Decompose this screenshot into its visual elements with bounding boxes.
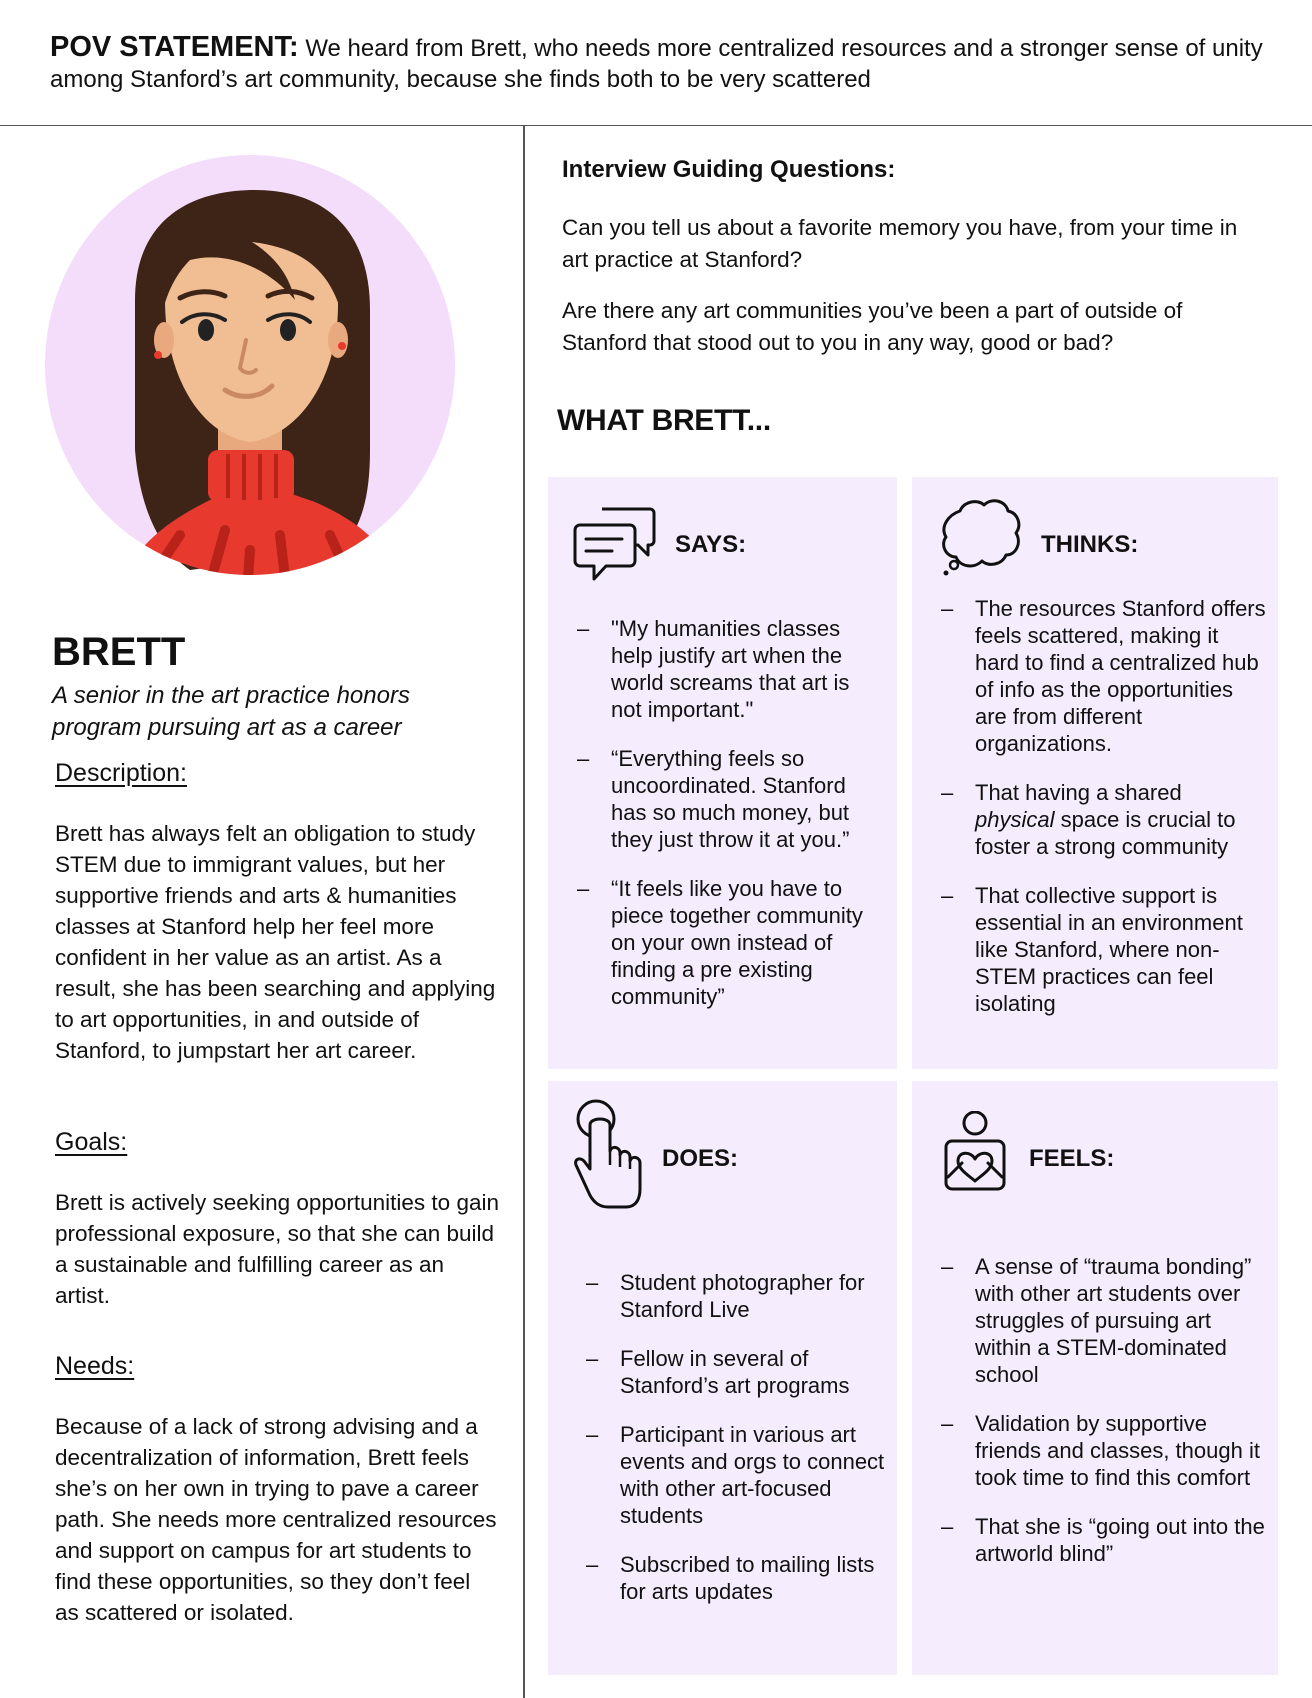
says-title: SAYS: <box>675 531 747 558</box>
feels-list <box>975 1253 1267 1589</box>
interview-question: Can you tell us about a favorite memory you have, from your time in art practice at Stanford? <box>562 215 1238 272</box>
list-item: – Student photographer for Stanford Live <box>620 1269 885 1323</box>
column-divider <box>523 126 525 1698</box>
feels-quadrant <box>912 1081 1278 1675</box>
thinks-list <box>975 595 1267 1039</box>
list-item: – That collective support is essential in an environment like Stanford, where non-STEM practices can feel isolating <box>975 882 1267 1017</box>
does-quadrant <box>548 1081 897 1675</box>
does-list <box>620 1269 885 1627</box>
needs-heading: Needs: <box>55 1352 135 1380</box>
pointing-hand-icon <box>574 1099 644 1219</box>
list-item: – Validation by supportive friends and classes, though it took time to find this comfort <box>975 1410 1267 1491</box>
description-heading: Description: <box>55 759 187 787</box>
thought-bubble-icon <box>940 497 1022 577</box>
persona-avatar <box>40 150 470 610</box>
list-item: – The resources Stanford offers feels scattered, making it hard to find a centralized hub of info as the opportunities are from different organizations. <box>975 595 1267 757</box>
description-body: Brett has always felt an obligation to study STEM due to immigrant values, but her supportive friends and arts & humanities classes at Stanford help her feel more confident in her value as an artist. As a result, she has been searching and applying to art opportunities, in and outside of Stanford, to jumpstart her art career. <box>55 821 496 1063</box>
list-item: – “Everything feels so uncoordinated. Stanford has so much money, but they just throw it at you.” <box>611 745 881 853</box>
list-item: – That having a shared physical space is crucial to foster a strong community <box>975 779 1267 860</box>
list-item: – A sense of “trauma bonding” with other art students over struggles of pursuing art within a STEM-dominated school <box>975 1253 1267 1388</box>
feels-title: FEELS: <box>1029 1145 1115 1172</box>
persona-tagline: A senior in the art practice honors program pursuing art as a career <box>52 682 410 741</box>
does-title: DOES: <box>662 1145 739 1172</box>
pov-label: POV STATEMENT: <box>50 31 299 63</box>
persona-name: BRETT <box>52 630 186 674</box>
what-brett-title: WHAT BRETT... <box>557 404 771 437</box>
list-item: – Participant in various art events and orgs to connect with other art-focused students <box>620 1421 885 1529</box>
interview-question: Are there any art communities you’ve been a part of outside of Stanford that stood out to you in any way, good or bad? <box>562 298 1183 355</box>
says-quadrant <box>548 477 897 1069</box>
needs-body: Because of a lack of strong advising and a decentralization of information, Brett feels she’s on her own in trying to pave a career path. She needs more centralized resources and support on campus for art students to find these opportunities, so they don’t feel as scattered or isolated. <box>55 1414 497 1625</box>
thinks-quadrant <box>912 477 1278 1069</box>
interview-title: Interview Guiding Questions: <box>562 156 896 183</box>
speech-bubbles-icon <box>572 503 658 583</box>
goals-body: Brett is actively seeking opportunities to gain professional exposure, so that she can build a sustainable and fulfilling career as an artist. <box>55 1190 499 1308</box>
person-heart-icon <box>942 1111 1008 1195</box>
list-item: – “It feels like you have to piece together community on your own instead of finding a pre existing community” <box>611 875 881 1010</box>
pov-statement <box>50 32 1272 95</box>
goals-heading: Goals: <box>55 1128 128 1156</box>
list-item: – Subscribed to mailing lists for arts updates <box>620 1551 885 1605</box>
list-item: – Fellow in several of Stanford’s art programs <box>620 1345 885 1399</box>
pov-text: We heard from Brett, who needs more centralized resources and a stronger sense of unity among Stanford’s art community, because she finds both to be very scattered <box>50 35 1263 93</box>
thinks-title: THINKS: <box>1041 531 1139 558</box>
list-item: – That she is “going out into the artworld blind” <box>975 1513 1267 1567</box>
pov-header <box>0 0 1312 126</box>
avatar-collar <box>208 450 294 502</box>
list-item: – "My humanities classes help justify art when the world screams that art is not important." <box>611 615 881 723</box>
says-list <box>611 615 881 1032</box>
